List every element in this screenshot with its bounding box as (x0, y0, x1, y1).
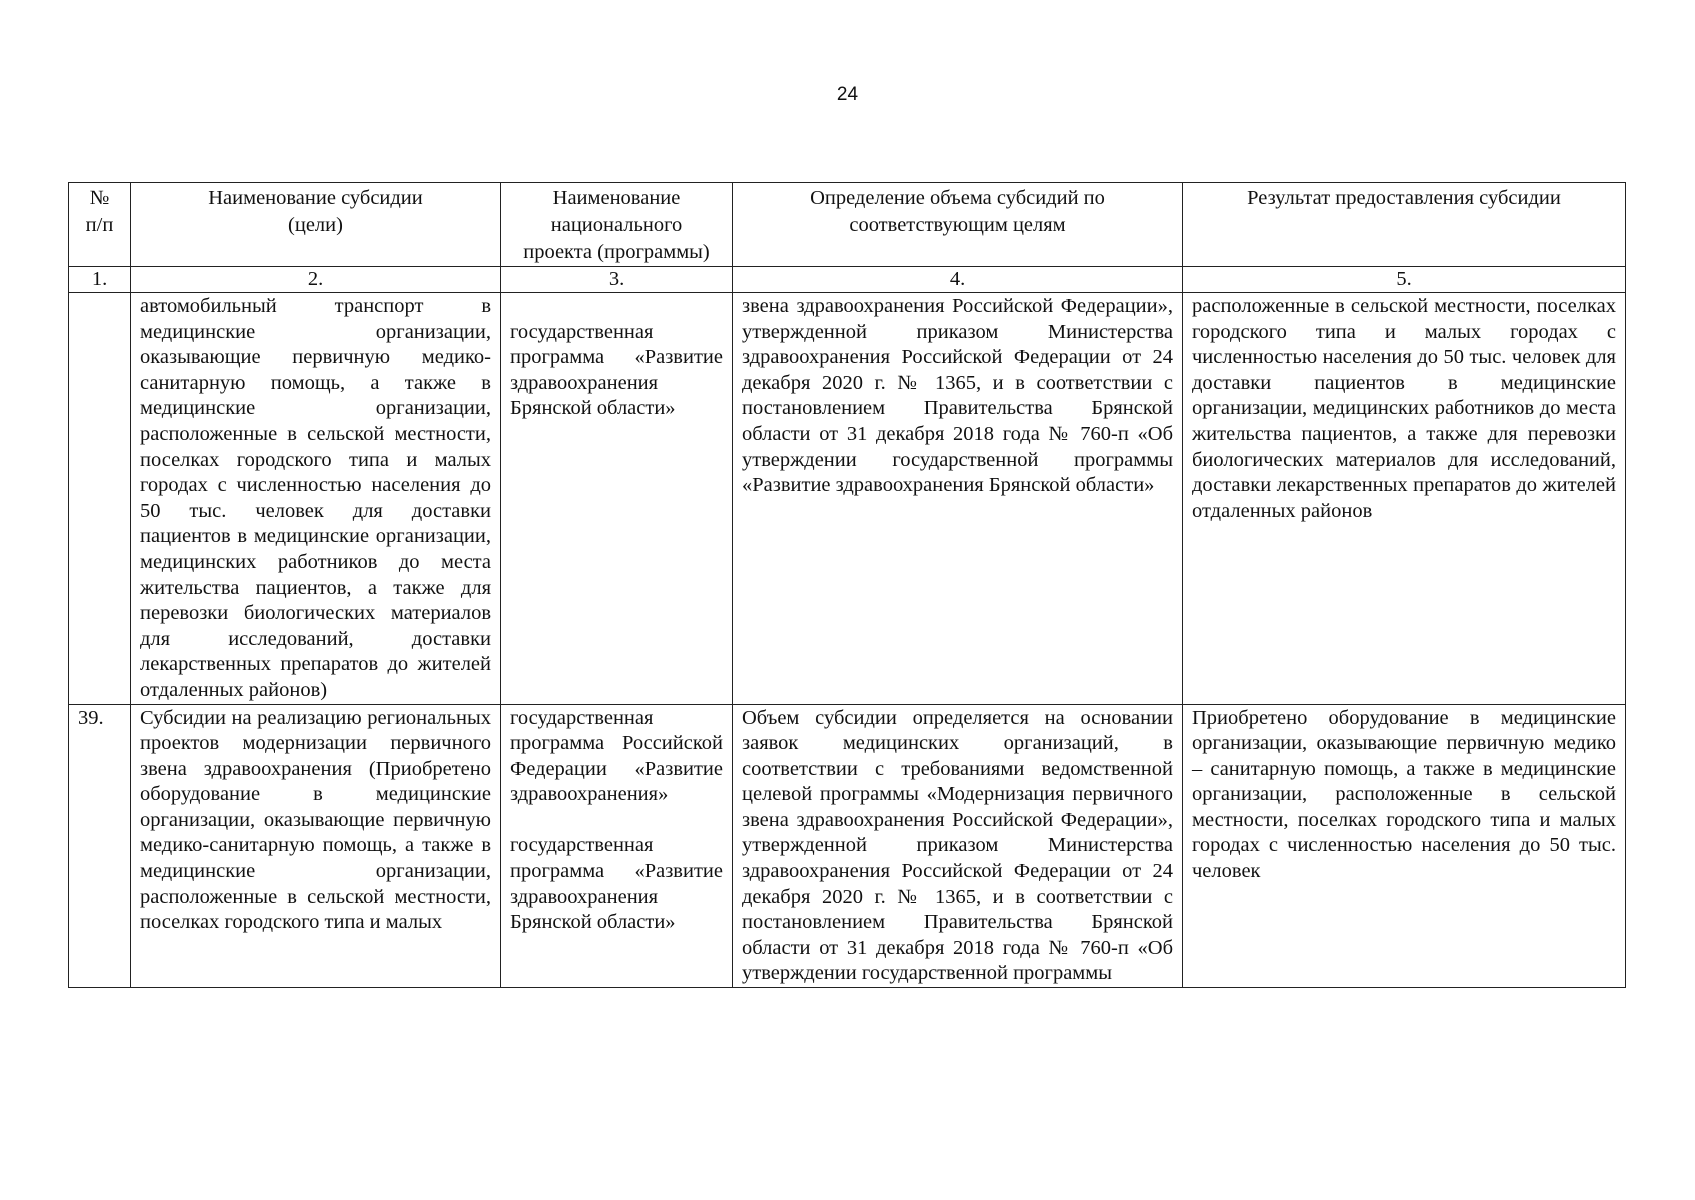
header-project-name: Наименование национального проекта (программы) (501, 183, 733, 267)
subsidy-name-cell: Субсидии на реализацию региональных проектов модернизации первичного звена здравоохранения (Приобретено оборудование в медицинские организации, оказывающие первичную медико-санитарную помощь, а также в медицинские организации, расположенные в сельской местности, поселках городского типа и малых (131, 704, 501, 988)
column-number: 5. (1183, 267, 1626, 293)
row-number: 39. (69, 704, 131, 988)
header-volume-definition: Определение объема субсидий по соответствующим целям (733, 183, 1183, 267)
volume-cell: звена здравоохранения Российской Федерации», утвержденной приказом Министерства здравоохранения Российской Федерации от 24 декабря 2020 г. № 1365, и в соответствии с постановлением Правительства Брянской области от 31 декабря 2018 года № 760-п «Об утверждении государственной программы «Развитие здравоохранения Брянской области» (733, 293, 1183, 705)
program-cell (501, 704, 733, 988)
result-cell: расположенные в сельской местности, поселках городского типа и малых городах с численностью населения до 50 тыс. человек для доставки пациентов в медицинские организации, медицинских работников до места жительства пациентов, а также для перевозки биологических материалов для исследований, доставки лекарственных препаратов до жителей отдаленных районов (1183, 293, 1626, 705)
program-text: государственная программа «Развитие здравоохранения Брянской области» (510, 320, 723, 420)
program-text: государственная программа Российской Федерации «Развитие здравоохранения» (510, 706, 723, 806)
column-number-row (69, 267, 1626, 293)
subsidy-name-cell: автомобильный транспорт в медицинские организации, оказывающие первичную медико-санитарную помощь, а также в медицинские организации, расположенные в сельской местности, поселках городского типа и малых городах с численностью населения до 50 тыс. человек для доставки пациентов в медицинские организации, медицинских работников до места жительства пациентов, а также для перевозки биологических материалов для исследований, доставки лекарственных препаратов до жителей отдаленных районов) (131, 293, 501, 705)
row-number (69, 293, 131, 705)
column-number: 2. (131, 267, 501, 293)
program-cell (501, 293, 733, 705)
subsidy-table (68, 182, 1626, 988)
program-text: государственная программа «Развитие здравоохранения Брянской области» (510, 834, 723, 934)
table-row (69, 704, 1626, 988)
header-number: № п/п (69, 183, 131, 267)
table-row (69, 293, 1626, 705)
result-cell: Приобретено оборудование в медицинские организации, оказывающие первичную медико – санитарную помощь, а также в медицинские организации, расположенные в сельской местности, поселках городского типа и малых городах с численностью населения до 50 тыс. человек (1183, 704, 1626, 988)
page-number: 24 (836, 84, 859, 105)
volume-cell: Объем субсидии определяется на основании заявок медицинских организаций, в соответствии с требованиями ведомственной целевой программы «Модернизация первичного звена здравоохранения Российской Федерации», утвержденной приказом Министерства здравоохранения Российской Федерации от 24 декабря 2020 г. № 1365, и в соответствии с постановлением Правительства Брянской области от 31 декабря 2018 года № 760-п «Об утверждении государственной программы (733, 704, 1183, 988)
column-number: 1. (69, 267, 131, 293)
header-result: Результат предоставления субсидии (1183, 183, 1626, 267)
column-number: 3. (501, 267, 733, 293)
header-subsidy-name: Наименование субсидии (цели) (131, 183, 501, 267)
header-row (69, 183, 1626, 267)
column-number: 4. (733, 267, 1183, 293)
